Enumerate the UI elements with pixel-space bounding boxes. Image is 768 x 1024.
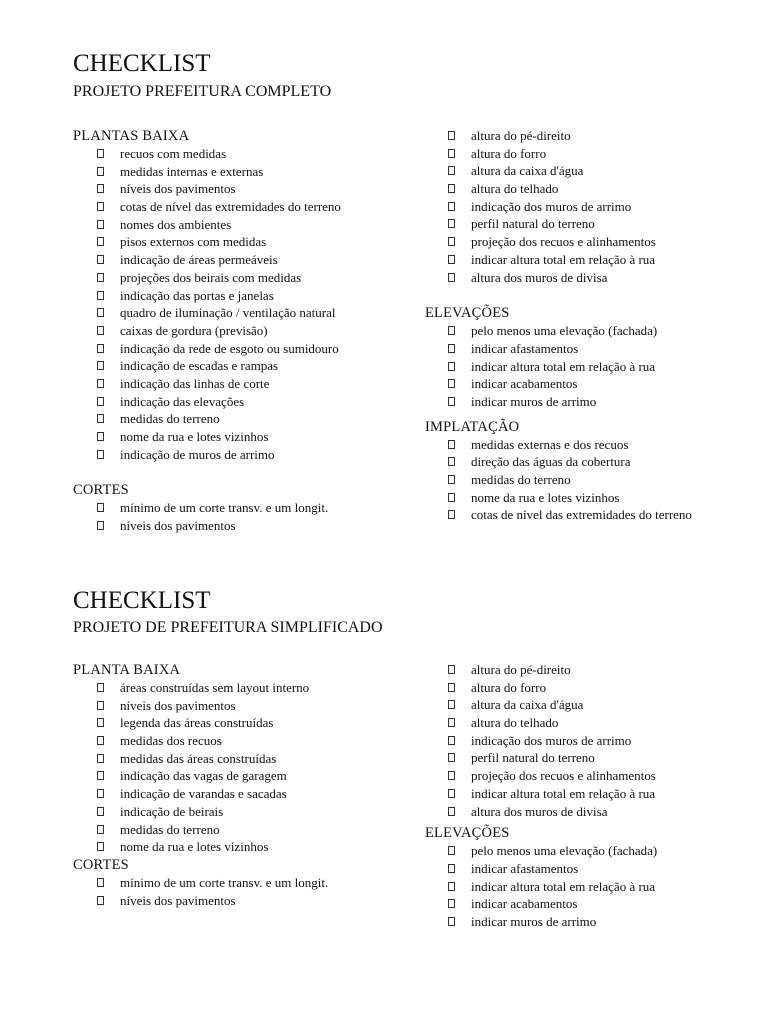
- checklist-item: [425, 878, 656, 896]
- checkbox[interactable]: [448, 736, 455, 745]
- checklist-item-label: altura da caixa d'água: [471, 163, 584, 179]
- checklist-item: [425, 732, 632, 750]
- checklist-item-label: altura dos muros de divisa: [471, 803, 608, 819]
- checklist-item-label: indicar altura total em relação à rua: [471, 358, 656, 374]
- group-heading: CORTES: [73, 856, 129, 873]
- checklist-item-label: nomes dos ambientes: [120, 216, 232, 232]
- checkbox[interactable]: [97, 344, 104, 353]
- checkbox[interactable]: [97, 878, 104, 887]
- checklist-item: [73, 428, 269, 446]
- checklist-item: [425, 145, 547, 163]
- checkbox[interactable]: [448, 362, 455, 371]
- checklist-item-label: medidas do terreno: [471, 472, 571, 487]
- checklist-item-label: indicação de muros de arrimo: [120, 446, 275, 462]
- checklist-item: [73, 251, 278, 269]
- checkbox[interactable]: [448, 899, 455, 908]
- checkbox[interactable]: [448, 475, 455, 484]
- checkbox[interactable]: [97, 825, 104, 834]
- checklist-group: [425, 127, 656, 286]
- checklist-item-label: projeção dos recuos e alinhamentos: [471, 768, 656, 784]
- checklist-items: [425, 322, 658, 410]
- checkbox[interactable]: [97, 237, 104, 246]
- checklist-item-label: indicar acabamentos: [471, 376, 578, 392]
- group-heading: IMPLATAÇÃO: [425, 418, 520, 435]
- checklist-item-label: indicar altura total em relação à rua: [471, 251, 656, 267]
- checkbox[interactable]: [97, 167, 104, 176]
- checklist-item-label: níveis dos pavimentos: [120, 181, 236, 197]
- checkbox[interactable]: [448, 131, 455, 140]
- checklist-title: CHECKLIST: [73, 50, 211, 77]
- checklist-item: [73, 163, 264, 181]
- checklist-item-label: indicar muros de arrimo: [471, 913, 597, 929]
- checkbox[interactable]: [97, 326, 104, 335]
- checklist-subtitle: PROJETO DE PREFEITURA SIMPLIFICADO: [73, 619, 383, 636]
- checklist-group: [73, 856, 329, 909]
- checklist-item-label: indicação das elevações: [120, 393, 245, 409]
- checkbox[interactable]: [448, 665, 455, 674]
- checkbox[interactable]: [448, 219, 455, 228]
- checklist-item-label: altura do forro: [471, 679, 547, 695]
- checkbox[interactable]: [97, 149, 104, 158]
- checklist-item-label: indicação das linhas de corte: [120, 375, 270, 391]
- checkbox[interactable]: [97, 754, 104, 763]
- checkbox[interactable]: [97, 521, 104, 530]
- checklist-item: [73, 785, 287, 803]
- checklist-item-label: medidas internas e externas: [120, 163, 264, 179]
- checklist-item-label: nome da rua e lotes vizinhos: [471, 489, 620, 505]
- checklist-item-label: medidas externas e dos recuos: [471, 436, 629, 452]
- group-heading: CORTES: [73, 482, 129, 499]
- checkbox[interactable]: [448, 864, 455, 873]
- checklist-item: [73, 821, 220, 839]
- checklist-item: [425, 749, 595, 767]
- checklist-item-label: nome da rua e lotes vizinhos: [120, 429, 269, 444]
- checklist-item: [73, 679, 310, 697]
- checkbox[interactable]: [97, 414, 104, 423]
- checklist-item: [73, 446, 275, 464]
- checkbox[interactable]: [448, 807, 455, 816]
- checklist-group: [73, 127, 341, 463]
- checklist-item-label: quadro de iluminação / ventilação natural: [120, 305, 336, 321]
- checklist-item: [425, 180, 559, 198]
- checkbox[interactable]: [97, 771, 104, 780]
- checklist-item: [73, 499, 329, 517]
- checklist-items: [73, 874, 329, 909]
- checklist-item: [73, 892, 236, 910]
- checklist-item-label: medidas dos recuos: [120, 733, 222, 749]
- checklist-item-label: indicação de varandas e sacadas: [120, 786, 287, 802]
- checkbox[interactable]: [448, 149, 455, 158]
- checklist-group: [73, 481, 329, 534]
- checklist-item-label: indicar afastamentos: [471, 860, 579, 876]
- checkbox[interactable]: [448, 184, 455, 193]
- checklist-item: [425, 453, 631, 471]
- checkbox[interactable]: [97, 842, 104, 851]
- checkbox[interactable]: [97, 736, 104, 745]
- checkbox[interactable]: [448, 397, 455, 406]
- checklist-items: [73, 499, 329, 534]
- checklist-item: [425, 661, 571, 679]
- checklist-item-label: recuos com medidas: [120, 146, 227, 161]
- checklist-item-label: altura do pé-direito: [471, 128, 571, 143]
- checklist-item-label: altura da caixa d'água: [471, 697, 584, 713]
- checklist-item: [425, 471, 571, 489]
- checklist-item: [73, 322, 268, 340]
- checklist-item-label: nome da rua e lotes vizinhos: [120, 839, 269, 855]
- checklist-item: [73, 767, 287, 785]
- checklist-item: [425, 269, 608, 287]
- checklist-item-label: projeção dos recuos e alinhamentos: [471, 234, 656, 250]
- checkbox[interactable]: [448, 917, 455, 926]
- checkbox[interactable]: [448, 789, 455, 798]
- checklist-item: [425, 696, 584, 714]
- checkbox[interactable]: [97, 202, 104, 211]
- checklist-item: [73, 269, 302, 287]
- checkbox[interactable]: [97, 503, 104, 512]
- checklist-item: [425, 913, 597, 931]
- checklist-item: [73, 838, 269, 856]
- checkbox[interactable]: [448, 440, 455, 449]
- checklist-item-label: indicação de áreas permeáveis: [120, 252, 278, 268]
- checklist-item: [425, 803, 608, 821]
- checklist-item: [425, 785, 656, 803]
- checklist-item: [73, 233, 267, 251]
- checkbox[interactable]: [97, 273, 104, 282]
- checklist-items: [73, 679, 310, 856]
- checklist-item-label: indicação das portas e janelas: [120, 287, 274, 303]
- checklist-item: [425, 162, 584, 180]
- checklist-item-label: caixas de gordura (previsão): [120, 322, 268, 338]
- checkbox[interactable]: [97, 432, 104, 441]
- checklist-item: [73, 750, 277, 768]
- checklist-item-label: indicação de beirais: [120, 803, 224, 819]
- checklist-item-label: indicar altura total em relação à rua: [471, 785, 656, 801]
- group-heading: ELEVAÇÕES: [425, 825, 510, 842]
- checklist-item: [425, 251, 656, 269]
- checkbox[interactable]: [97, 379, 104, 388]
- checklist-item: [73, 410, 220, 428]
- checklist-item: [73, 180, 236, 198]
- checklist-item: [73, 732, 222, 750]
- checkbox[interactable]: [448, 379, 455, 388]
- checklist-item: [73, 517, 236, 535]
- checkbox[interactable]: [448, 700, 455, 709]
- checklist-item-label: cotas de nível das extremidades do terreno: [471, 507, 692, 523]
- checkbox[interactable]: [97, 255, 104, 264]
- checkbox[interactable]: [97, 807, 104, 816]
- left-column: [73, 127, 341, 535]
- checklist-item: [425, 127, 571, 145]
- checklist-item: [425, 358, 656, 376]
- checkbox[interactable]: [448, 510, 455, 519]
- checklist-item-label: pelo menos uma elevação (fachada): [471, 843, 658, 859]
- checklist-item-label: indicar altura total em relação à rua: [471, 878, 656, 894]
- checklist-group: [425, 418, 692, 524]
- checklist-item: [425, 322, 658, 340]
- checklist-item-label: altura do telhado: [471, 715, 559, 731]
- checklist-item: [425, 714, 559, 732]
- checklist-items: [425, 842, 658, 930]
- group-heading: ELEVAÇÕES: [425, 305, 510, 322]
- checklist-item-label: indicação da rede de esgoto ou sumidouro: [120, 340, 339, 356]
- checklist-item: [73, 393, 245, 411]
- checkbox[interactable]: [448, 493, 455, 502]
- checkbox[interactable]: [448, 457, 455, 466]
- left-column: [73, 661, 329, 909]
- checklist-item-label: medidas do terreno: [120, 411, 220, 427]
- checklist-item-label: altura do forro: [471, 145, 547, 161]
- checklist-item: [73, 714, 274, 732]
- checklist-item-label: medidas das áreas construídas: [120, 750, 277, 766]
- checklist-item-label: indicação das vagas de garagem: [120, 768, 287, 784]
- checklist-item-label: níveis dos pavimentos: [120, 518, 236, 534]
- checklist-item-label: altura dos muros de divisa: [471, 269, 608, 285]
- checklist-item-label: mínimo de um corte transv. e um longit.: [120, 500, 329, 516]
- checklist-item: [425, 233, 656, 251]
- group-heading: PLANTA BAIXA: [73, 662, 181, 678]
- checklist-item: [73, 145, 227, 163]
- checklist-item: [73, 198, 341, 216]
- checkbox[interactable]: [448, 846, 455, 855]
- checklist-item: [73, 803, 224, 821]
- group-heading: PLANTAS BAIXA: [73, 128, 190, 144]
- checkbox[interactable]: [97, 683, 104, 692]
- checklist-item-label: níveis dos pavimentos: [120, 697, 236, 713]
- checkbox[interactable]: [97, 450, 104, 459]
- checklist-item: [73, 375, 270, 393]
- checklist-group: [73, 661, 310, 856]
- checklist-item-label: indicação dos muros de arrimo: [471, 198, 632, 214]
- checklist-item-label: projeções dos beirais com medidas: [120, 269, 302, 285]
- checklist-item-label: pelo menos uma elevação (fachada): [471, 323, 658, 339]
- checkbox[interactable]: [448, 753, 455, 762]
- checklist-item: [425, 375, 578, 393]
- checklist-items: [425, 661, 656, 820]
- checklist-item-label: perfil natural do terreno: [471, 216, 595, 232]
- checklist-item: [73, 287, 274, 305]
- checklist-item: [425, 198, 632, 216]
- checklist-item-label: indicar acabamentos: [471, 896, 578, 912]
- checklist-item-label: cotas de nível das extremidades do terreno: [120, 199, 341, 215]
- checklist-group: [425, 661, 656, 820]
- checklist-item-label: altura do pé-direito: [471, 662, 571, 677]
- checklist-item-label: perfil natural do terreno: [471, 750, 595, 766]
- checklist-item: [425, 215, 595, 233]
- checklist-item: [425, 860, 579, 878]
- checkbox[interactable]: [97, 220, 104, 229]
- checkbox[interactable]: [448, 237, 455, 246]
- checklist-item: [73, 216, 232, 234]
- checkbox[interactable]: [448, 326, 455, 335]
- checklist-item-label: legenda das áreas construídas: [120, 715, 274, 731]
- checklist-item: [73, 304, 336, 322]
- checkbox[interactable]: [448, 683, 455, 692]
- checklist-item-label: níveis dos pavimentos: [120, 892, 236, 908]
- checklist-item-label: áreas construídas sem layout interno: [120, 680, 310, 695]
- checkbox[interactable]: [448, 718, 455, 727]
- checklist-item-label: altura do telhado: [471, 181, 559, 197]
- checklist-item: [425, 340, 579, 358]
- checklist-items: [73, 145, 341, 463]
- checklist-title: CHECKLIST: [73, 587, 211, 614]
- checkbox[interactable]: [448, 273, 455, 282]
- checklist-item-label: indicação dos muros de arrimo: [471, 732, 632, 748]
- checklist-item-label: mínimo de um corte transv. e um longit.: [120, 874, 329, 890]
- checkbox[interactable]: [97, 308, 104, 317]
- checkbox[interactable]: [97, 361, 104, 370]
- checklist-item-label: indicação de escadas e rampas: [120, 358, 279, 374]
- checklist-item: [73, 357, 279, 375]
- checklist-item: [73, 697, 236, 715]
- checklist-group: [425, 824, 658, 930]
- checklist-item: [425, 679, 547, 697]
- checklist-item-label: medidas do terreno: [120, 821, 220, 837]
- checklist-item: [425, 767, 656, 785]
- checklist-item: [425, 393, 597, 411]
- checklist-item-label: direção das águas da cobertura: [471, 454, 631, 470]
- checklist-item: [73, 340, 339, 358]
- checkbox[interactable]: [448, 344, 455, 353]
- checkbox[interactable]: [97, 896, 104, 905]
- checklist-item: [425, 895, 578, 913]
- checklist-item: [425, 489, 620, 507]
- checklist-group: [425, 304, 658, 410]
- checkbox[interactable]: [97, 291, 104, 300]
- checklist-item: [73, 874, 329, 892]
- right-column: [425, 661, 658, 931]
- checklist-items: [425, 436, 692, 524]
- checklist-item: [425, 506, 692, 524]
- checklist-item-label: indicar muros de arrimo: [471, 393, 597, 409]
- checkbox[interactable]: [97, 184, 104, 193]
- checkbox[interactable]: [97, 718, 104, 727]
- checkbox[interactable]: [97, 789, 104, 798]
- checklist-item-label: indicar afastamentos: [471, 340, 579, 356]
- checklist-item: [425, 436, 629, 454]
- checkbox[interactable]: [448, 166, 455, 175]
- checklist-item-label: pisos externos com medidas: [120, 234, 267, 250]
- checklist-item: [425, 842, 658, 860]
- checkbox[interactable]: [448, 255, 455, 264]
- checkbox[interactable]: [97, 397, 104, 406]
- checkbox[interactable]: [448, 202, 455, 211]
- checklist-items: [425, 127, 656, 286]
- checkbox[interactable]: [97, 701, 104, 710]
- checklist-subtitle: PROJETO PREFEITURA COMPLETO: [73, 83, 332, 100]
- checkbox[interactable]: [448, 771, 455, 780]
- checkbox[interactable]: [448, 882, 455, 891]
- right-column: [425, 127, 692, 524]
